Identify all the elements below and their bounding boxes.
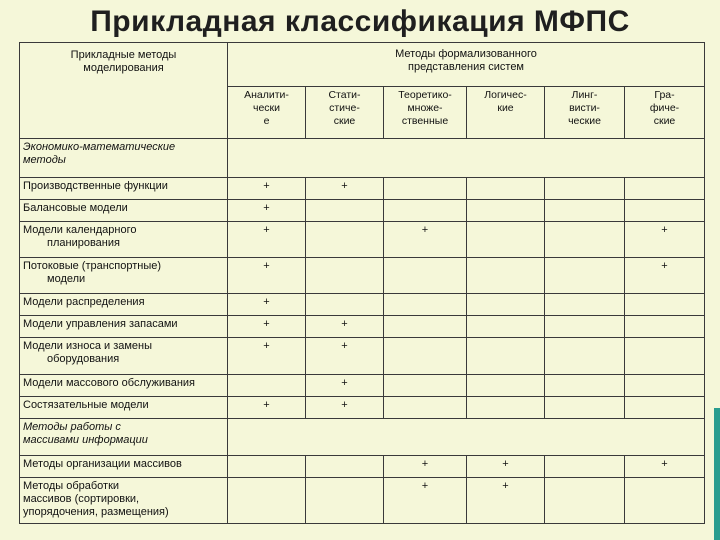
mark-cell: + — [306, 397, 384, 419]
mark-cell — [228, 478, 306, 524]
mark-cell — [545, 200, 625, 222]
table-row — [20, 338, 705, 375]
text-line: Методы формализованного — [395, 48, 537, 60]
mark-cell: + — [228, 294, 306, 316]
table-row — [20, 397, 705, 419]
mark-cell — [467, 258, 545, 294]
methods-header-cell — [20, 43, 228, 139]
column-header — [306, 87, 384, 139]
table-row — [20, 258, 705, 294]
mark-cell — [625, 178, 705, 200]
mark-cell: + — [306, 178, 384, 200]
mark-cell — [545, 294, 625, 316]
mark-cell — [467, 375, 545, 397]
text-line: Модели массового обслуживания — [23, 377, 196, 389]
text-line: ские — [333, 115, 356, 127]
mark-cell — [625, 200, 705, 222]
slide-title: Прикладная классификация МФПС — [90, 5, 630, 38]
text-line: стиче- — [329, 102, 360, 114]
mark-cell: + — [384, 456, 467, 478]
mark-cell — [467, 397, 545, 419]
mark-cell — [306, 222, 384, 258]
text-line: Модели распределения — [23, 296, 145, 308]
classification-table — [19, 42, 705, 524]
mark-cell: + — [467, 478, 545, 524]
mark-cell — [625, 316, 705, 338]
text-line: ственные — [401, 115, 449, 127]
table-row — [20, 294, 705, 316]
mark-cell — [545, 338, 625, 375]
text-line: Модели износа и замены — [23, 340, 153, 352]
mark-cell — [384, 294, 467, 316]
text-line: Балансовые модели — [23, 202, 128, 214]
text-line: множе- — [407, 102, 443, 114]
row-label — [20, 338, 228, 375]
mark-cell — [306, 456, 384, 478]
side-accent-bar — [714, 408, 720, 540]
mark-cell — [625, 478, 705, 524]
text-line: Методы обработки — [23, 480, 120, 492]
text-line: массивами информации — [23, 434, 148, 446]
mark-cell — [384, 200, 467, 222]
mark-cell: + — [306, 375, 384, 397]
row-label — [20, 178, 228, 200]
mark-cell: + — [228, 258, 306, 294]
mark-cell — [384, 397, 467, 419]
mark-cell — [384, 178, 467, 200]
section-row — [20, 139, 705, 178]
text-line: Теоретико- — [398, 89, 452, 101]
table-row — [20, 478, 705, 524]
row-label — [20, 478, 228, 524]
mark-cell — [545, 478, 625, 524]
mark-cell: + — [228, 316, 306, 338]
column-header — [625, 87, 705, 139]
mark-cell — [545, 178, 625, 200]
row-label — [20, 200, 228, 222]
mark-cell — [545, 375, 625, 397]
mark-cell — [467, 294, 545, 316]
mark-cell: + — [625, 222, 705, 258]
row-label — [20, 397, 228, 419]
mark-cell — [545, 456, 625, 478]
mark-cell — [467, 316, 545, 338]
mark-cell: + — [228, 397, 306, 419]
mark-cell — [467, 338, 545, 375]
table-row — [20, 178, 705, 200]
mark-cell: + — [467, 456, 545, 478]
mark-cell — [467, 178, 545, 200]
row-label — [20, 294, 228, 316]
text-line: оборудования — [47, 353, 120, 365]
section-empty-cell — [228, 139, 705, 178]
table-row — [20, 316, 705, 338]
group-header-cell — [228, 43, 705, 87]
mark-cell — [625, 397, 705, 419]
text-line: Экономико-математические — [23, 141, 176, 153]
text-line: массивов (сортировки, — [23, 493, 140, 505]
mark-cell — [625, 375, 705, 397]
section-label — [20, 139, 228, 178]
mark-cell — [228, 375, 306, 397]
text-line: ческие — [568, 115, 601, 127]
mark-cell — [625, 338, 705, 375]
text-line: Линг- — [571, 89, 598, 101]
mark-cell — [625, 294, 705, 316]
mark-cell — [306, 294, 384, 316]
mark-cell: + — [228, 222, 306, 258]
mark-cell — [545, 316, 625, 338]
text-line: Методы работы с — [23, 421, 121, 433]
text-line: Стати- — [328, 89, 361, 101]
mark-cell: + — [228, 200, 306, 222]
mark-cell — [306, 258, 384, 294]
row-label — [20, 258, 228, 294]
text-line: чески — [252, 102, 281, 114]
mark-cell: + — [625, 456, 705, 478]
text-line: Прикладные методы — [70, 49, 177, 61]
mark-cell — [545, 222, 625, 258]
text-line: Аналити- — [244, 89, 289, 101]
text-line: методы — [23, 154, 66, 166]
section-row — [20, 419, 705, 456]
mark-cell: + — [228, 338, 306, 375]
mark-cell: + — [384, 478, 467, 524]
mark-cell — [384, 316, 467, 338]
text-line: Гра- — [654, 89, 675, 101]
mark-cell — [545, 258, 625, 294]
text-line: фиче- — [649, 102, 680, 114]
text-line: Модели управления запасами — [23, 318, 178, 330]
text-line: Методы организации массивов — [23, 458, 182, 470]
text-line: представления систем — [408, 61, 524, 73]
column-header — [384, 87, 467, 139]
mark-cell: + — [306, 316, 384, 338]
section-label — [20, 419, 228, 456]
text-line: висти- — [569, 102, 600, 114]
text-line: Производственные функции — [23, 180, 168, 192]
mark-cell — [384, 338, 467, 375]
text-line: модели — [47, 273, 86, 285]
text-line: е — [263, 115, 270, 127]
text-line: планирования — [47, 237, 120, 249]
table-row — [20, 222, 705, 258]
text-line: Потоковые (транспортные) — [23, 260, 162, 272]
column-header — [228, 87, 306, 139]
row-label — [20, 456, 228, 478]
mark-cell — [306, 200, 384, 222]
mark-cell: + — [306, 338, 384, 375]
mark-cell — [228, 456, 306, 478]
table-row — [20, 200, 705, 222]
mark-cell — [384, 258, 467, 294]
column-header — [545, 87, 625, 139]
text-line: Состязательные модели — [23, 399, 149, 411]
text-line: кие — [497, 102, 514, 114]
text-line: моделирования — [83, 62, 164, 74]
row-label — [20, 222, 228, 258]
table-row — [20, 375, 705, 397]
mark-cell: + — [625, 258, 705, 294]
section-empty-cell — [228, 419, 705, 456]
mark-cell: + — [384, 222, 467, 258]
mark-cell — [306, 478, 384, 524]
mark-cell — [467, 222, 545, 258]
mark-cell — [384, 375, 467, 397]
text-line: упорядочения, размещения) — [23, 506, 169, 518]
mark-cell: + — [228, 178, 306, 200]
mark-cell — [545, 397, 625, 419]
table-row — [20, 456, 705, 478]
column-header — [467, 87, 545, 139]
text-line: ские — [653, 115, 676, 127]
row-label — [20, 375, 228, 397]
text-line: Логичес- — [484, 89, 527, 101]
mark-cell — [467, 200, 545, 222]
row-label — [20, 316, 228, 338]
text-line: Модели календарного — [23, 224, 137, 236]
